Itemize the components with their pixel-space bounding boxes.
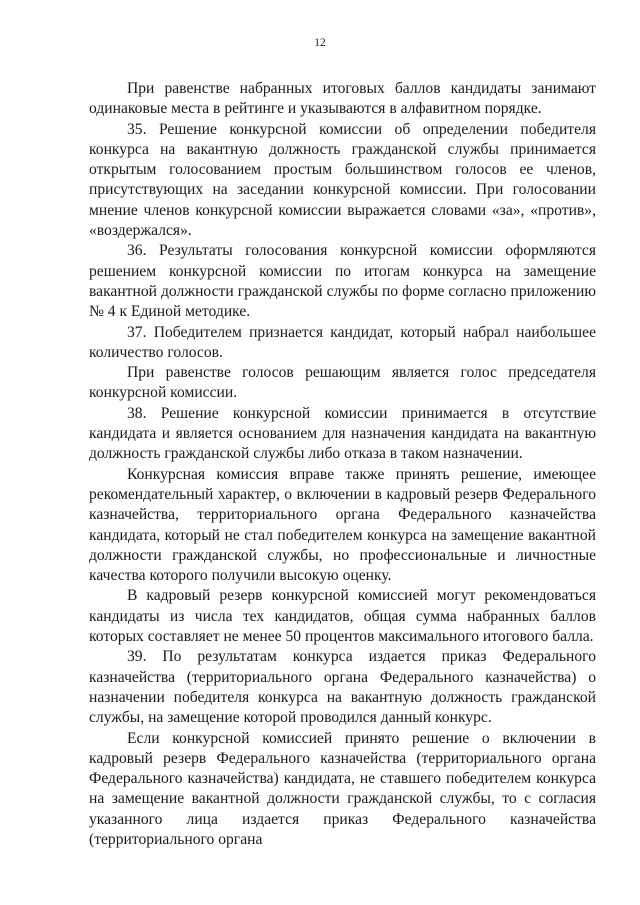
paragraph-chairman-vote: При равенстве голосов решающим является голос председателя конкурсной комиссии.	[89, 364, 596, 402]
paragraph-37-winner: 37. Победителем признается кандидат, который набрал наибольшее количество голосов.	[89, 323, 596, 361]
paragraph-39-order: 39. По результатам конкурса издается приказ Федерального казначейства (территориального органа Федерального казначейства) о назначении победителя конкурса на вакантную должность гражданской службы, на замещение которой проводился данный конкурс.	[89, 648, 596, 727]
paragraph-reserve-recommendation: Конкурсная комиссия вправе также принять решение, имеющее рекомендательный характер, о включении в кадровый резерв Федерального казначейства, территориального органа Федерального казначейства кандидата, который не стал победителем конкурса на замещение вакантной должности гражданской службы, но профессиональные и личностные качества которого получили высокую оценку.	[89, 465, 596, 585]
paragraph-36-results: 36. Результаты голосования конкурсной комиссии оформляются решением конкурсной комиссии по итогам конкурса на замещение вакантной должности гражданской службы по форме согласно приложению № 4 к Единой методике.	[89, 242, 596, 321]
paragraph-ranking-tie: При равенстве набранных итоговых баллов кандидаты занимают одинаковые места в рейтинге и указываются в алфавитном порядке.	[89, 80, 596, 118]
paragraph-reserve-order: Если конкурсной комиссией принято решение о включении в кадровый резерв Федерального казначейства (территориального органа Федерального казначейства) кандидата, не ставшего победителем конкурса на замещение вакантной должности гражданской службы, то с согласия указанного лица издается приказ Федерального казначейства (территориального органа	[89, 729, 596, 848]
document-body	[89, 79, 596, 850]
page-number: 12	[314, 37, 326, 49]
paragraph-reserve-threshold: В кадровый резерв конкурсной комиссией могут рекомендоваться кандидаты из числа тех кандидатов, общая сумма набранных баллов которых составляет не менее 50 процентов максимального итогового балла.	[89, 587, 596, 646]
paragraph-35-voting: 35. Решение конкурсной комиссии об определении победителя конкурса на вакантную должность гражданской службы принимается открытым голосованием простым большинством голосов ее членов, присутствующих на заседании конкурсной комиссии. При голосовании мнение членов конкурсной комиссии выражается словами «за», «против», «воздержался».	[89, 120, 596, 240]
paragraph-38-decision: 38. Решение конкурсной комиссии принимается в отсутствие кандидата и является основанием для назначения кандидата на вакантную должность гражданской службы либо отказа в таком назначении.	[89, 404, 596, 463]
